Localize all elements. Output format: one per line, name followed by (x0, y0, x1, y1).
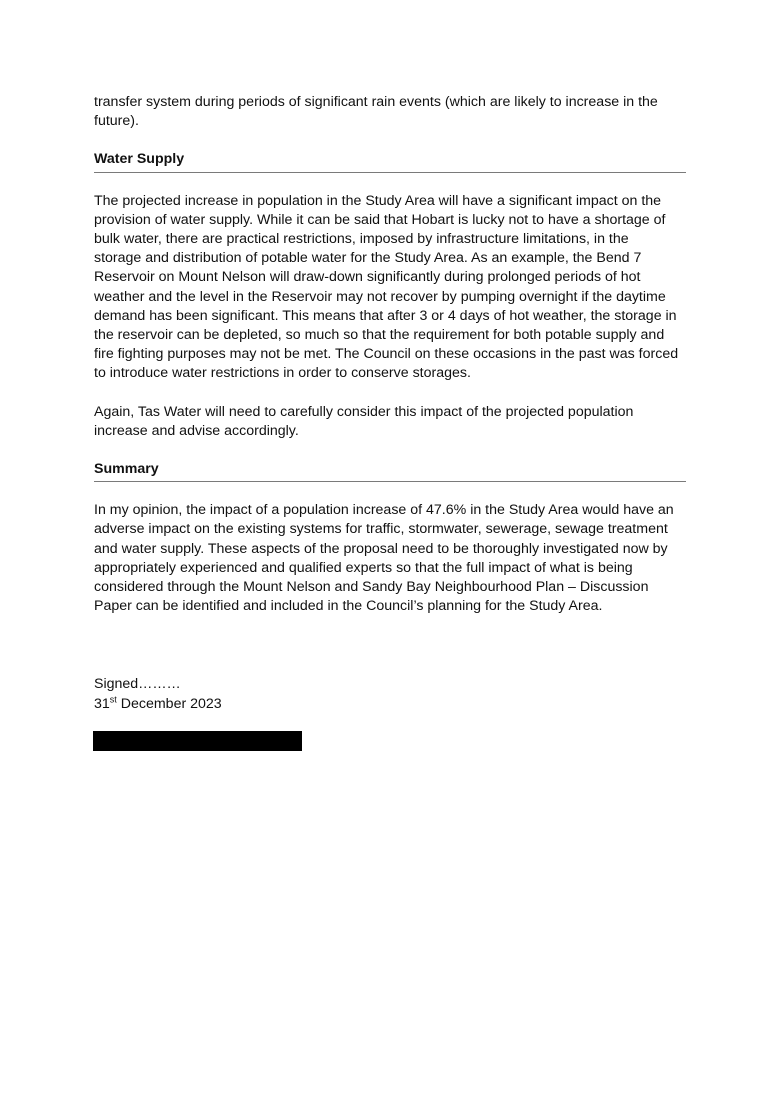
water-supply-heading: Water Supply (94, 150, 686, 172)
date-suffix: st (109, 693, 117, 704)
signed-line: Signed……… (94, 676, 181, 693)
signature-date (94, 695, 686, 714)
water-supply-paragraph-1: The projected increase in population in the Study Area will have a significant impact on the provision of water supply. While it can be said that Hobart is lucky not to have a shortage of bulk water, there are practical restrictions, imposed by infrastructure limitations, in the storage and distribution of potable water for the Study Area. As an example, the Bend 7 Reservoir on Mount Nelson will draw-down significantly during prolonged periods of hot weather and the level in the Reservoir may not recover by pumping overnight if the daytime demand has been significant. This means that after 3 or 4 days of hot weather, the storage in the reservoir can be depleted, so much so that the requirement for both potable supply and fire fighting purposes may not be met. The Council on these occasions in the past was forced to introduce water restrictions in order to conserve storages. (94, 192, 679, 382)
summary-paragraph: In my opinion, the impact of a population increase of 47.6% in the Study Area would have an adverse impact on the existing systems for traffic, stormwater, sewerage, sewage treatment and water supply. These aspects of the proposal need to be thoroughly investigated now by appropriately experienced and qualified experts so that the full impact of what is being considered through the Mount Nelson and Sandy Bay Neighbourhood Plan – Discussion Paper can be identified and included in the Council’s planning for the Study Area. (94, 502, 674, 615)
continuation-paragraph: transfer system during periods of significant rain events (which are likely to increase in the future). (94, 94, 658, 130)
summary-heading: Summary (94, 460, 686, 482)
water-supply-paragraph-2: Again, Tas Water will need to carefully consider this impact of the projected population increase and advise accordingly. (94, 403, 634, 439)
redaction-bar (93, 731, 302, 751)
date-rest: December 2023 (116, 695, 222, 712)
document-page (94, 93, 686, 714)
date-day: 31 (94, 695, 110, 712)
